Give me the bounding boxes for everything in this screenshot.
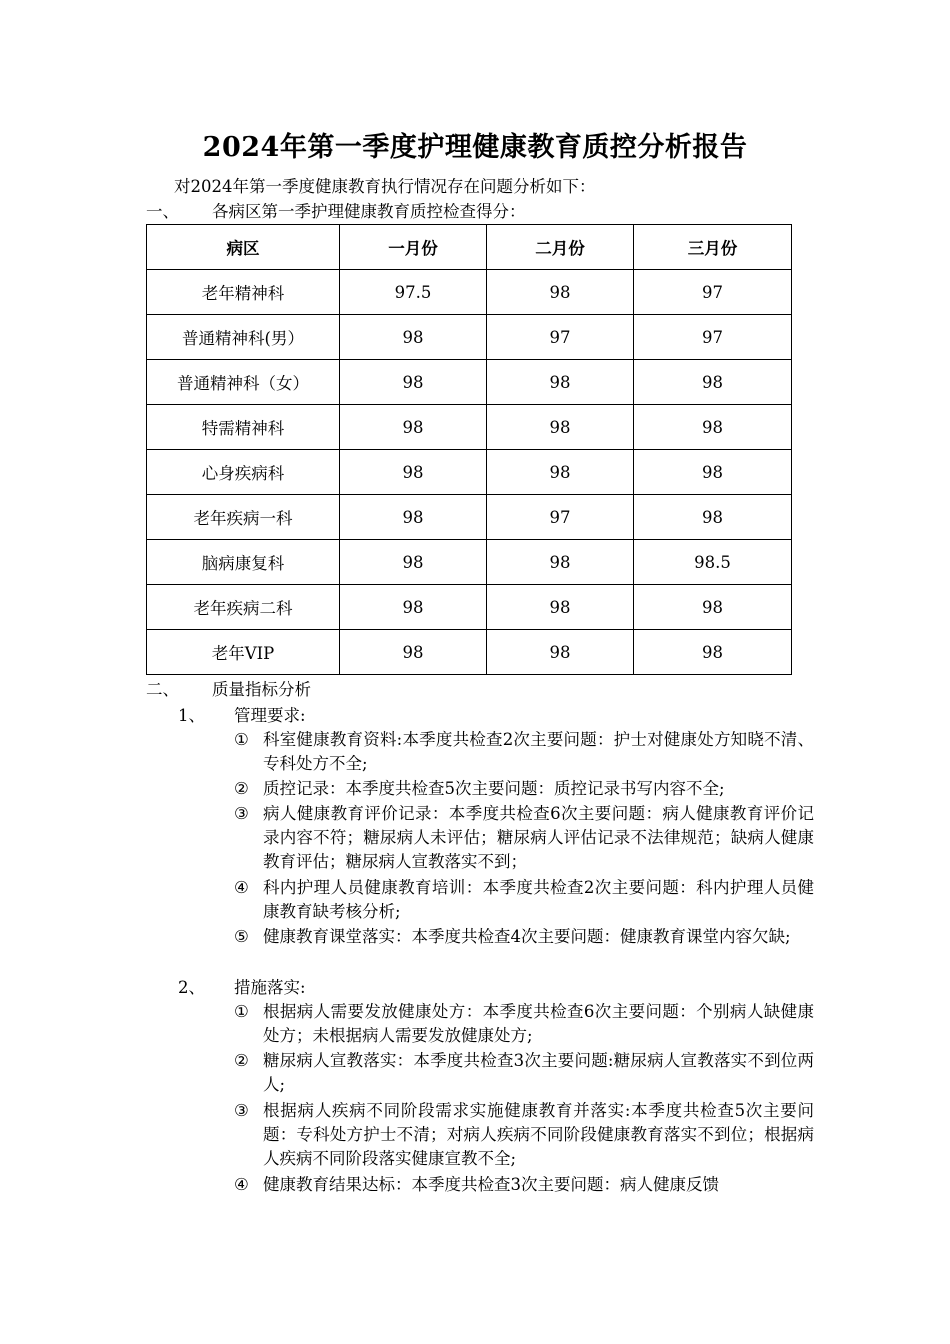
table-cell: 98 (340, 630, 487, 675)
list-item (234, 777, 814, 801)
subsection-2-number: 2、 (178, 978, 205, 997)
table-cell: 98 (634, 630, 792, 675)
table-cell: 98.5 (634, 540, 792, 585)
list-item (234, 1000, 814, 1048)
section-2-number: 二、 (146, 680, 179, 699)
list-item (234, 728, 814, 776)
subsection-1-heading (178, 705, 778, 727)
table-cell: 98 (634, 450, 792, 495)
subsection-1-text: 管理要求: (234, 706, 306, 725)
list-item (234, 876, 814, 924)
item-marker: ⑤ (234, 927, 249, 946)
table-cell: 98 (634, 495, 792, 540)
item-marker: ② (234, 779, 249, 798)
table-cell: 97.5 (340, 270, 487, 315)
item-text: 健康教育课堂落实：本季度共检查4次主要问题：健康教育课堂内容欠缺; (263, 927, 791, 946)
table-row (147, 405, 792, 450)
list-item (234, 925, 814, 949)
table-cell: 98 (340, 495, 487, 540)
item-text: 糖尿病人宣教落实：本季度共检查3次主要问题:糖尿病人宣教落实不到位两人; (263, 1051, 814, 1094)
list-item (234, 1049, 814, 1097)
item-text: 根据病人需要发放健康处方：本季度共检查6次主要问题：个别病人缺健康处方；未根据病人需要发放健康处方; (263, 1002, 814, 1045)
item-marker: ④ (234, 1175, 249, 1194)
score-table (146, 224, 792, 675)
item-marker: ① (234, 1002, 249, 1021)
item-text: 科室健康教育资料:本季度共检查2次主要问题：护士对健康处方知晓不清、专科处方不全; (263, 730, 814, 773)
table-header-row (147, 225, 792, 270)
report-title: 2024年第一季度护理健康教育质控分析报告 (202, 132, 748, 163)
table-row (147, 540, 792, 585)
table-cell: 98 (487, 450, 634, 495)
table-header-cell: 病区 (147, 225, 340, 270)
section-1-number: 一、 (146, 202, 179, 221)
table-row (147, 315, 792, 360)
table-cell: 98 (340, 315, 487, 360)
table-cell: 97 (487, 315, 634, 360)
table-cell: 97 (634, 270, 792, 315)
intro-paragraph: 对2024年第一季度健康教育执行情况存在问题分析如下： (174, 177, 596, 196)
table-cell: 98 (487, 360, 634, 405)
table-cell-ward: 心身疾病科 (147, 450, 340, 495)
item-text: 健康教育结果达标：本季度共检查3次主要问题：病人健康反馈 (263, 1175, 719, 1194)
table-cell: 98 (634, 585, 792, 630)
table-row (147, 495, 792, 540)
item-marker: ② (234, 1051, 249, 1070)
item-marker: ③ (234, 1101, 249, 1120)
table-cell: 98 (340, 450, 487, 495)
table-cell-ward: 脑病康复科 (147, 540, 340, 585)
section-1-text: 各病区第一季护理健康教育质控检查得分： (212, 202, 526, 221)
table-header-cell: 一月份 (340, 225, 487, 270)
item-marker: ① (234, 730, 249, 749)
item-text: 质控记录：本季度共检查5次主要问题：质控记录书写内容不全; (263, 779, 725, 798)
table-cell: 98 (340, 405, 487, 450)
table-cell-ward: 普通精神科(男） (147, 315, 340, 360)
table-row (147, 270, 792, 315)
table-row (147, 450, 792, 495)
table-cell: 97 (487, 495, 634, 540)
item-marker: ④ (234, 878, 249, 897)
table-cell: 98 (487, 405, 634, 450)
list-item (234, 1099, 814, 1171)
table-header-cell: 三月份 (634, 225, 792, 270)
table-cell-ward: 老年VIP (147, 630, 340, 675)
table-cell: 98 (634, 360, 792, 405)
item-marker: ③ (234, 804, 249, 823)
table-cell: 97 (634, 315, 792, 360)
section-1-heading (146, 201, 746, 223)
table-cell: 98 (340, 540, 487, 585)
item-text: 病人健康教育评价记录：本季度共检查6次主要问题：病人健康教育评价记录内容不符；糖尿病人未评估；糖尿病人评估记录不法律规范；缺病人健康教育评估；糖尿病人宣教落实不到； (263, 804, 814, 871)
table-cell: 98 (487, 630, 634, 675)
subsection-2-heading (178, 977, 778, 999)
subsection-2-text: 措施落实: (234, 978, 306, 997)
section-2-heading (146, 679, 746, 701)
item-text: 科内护理人员健康教育培训：本季度共检查2次主要问题：科内护理人员健康教育缺考核分析; (263, 878, 814, 921)
table-cell-ward: 老年精神科 (147, 270, 340, 315)
list-item (234, 1173, 814, 1197)
table-row (147, 585, 792, 630)
table-row (147, 360, 792, 405)
table-header-cell: 二月份 (487, 225, 634, 270)
section-2-text: 质量指标分析 (212, 680, 311, 699)
table-row (147, 630, 792, 675)
table-cell: 98 (487, 540, 634, 585)
table-cell-ward: 普通精神科（女） (147, 360, 340, 405)
table-cell: 98 (634, 405, 792, 450)
table-cell: 98 (487, 270, 634, 315)
list-item (234, 802, 814, 874)
table-cell-ward: 老年疾病一科 (147, 495, 340, 540)
table-cell-ward: 特需精神科 (147, 405, 340, 450)
table-cell-ward: 老年疾病二科 (147, 585, 340, 630)
table-cell: 98 (487, 585, 634, 630)
subsection-1-number: 1、 (178, 706, 205, 725)
table-cell: 98 (340, 360, 487, 405)
item-text: 根据病人疾病不同阶段需求实施健康教育并落实:本季度共检查5次主要问题：专科处方护士不清；对病人疾病不同阶段健康教育落实不到位；根据病人疾病不同阶段落实健康宣教不全; (263, 1101, 814, 1168)
table-cell: 98 (340, 585, 487, 630)
